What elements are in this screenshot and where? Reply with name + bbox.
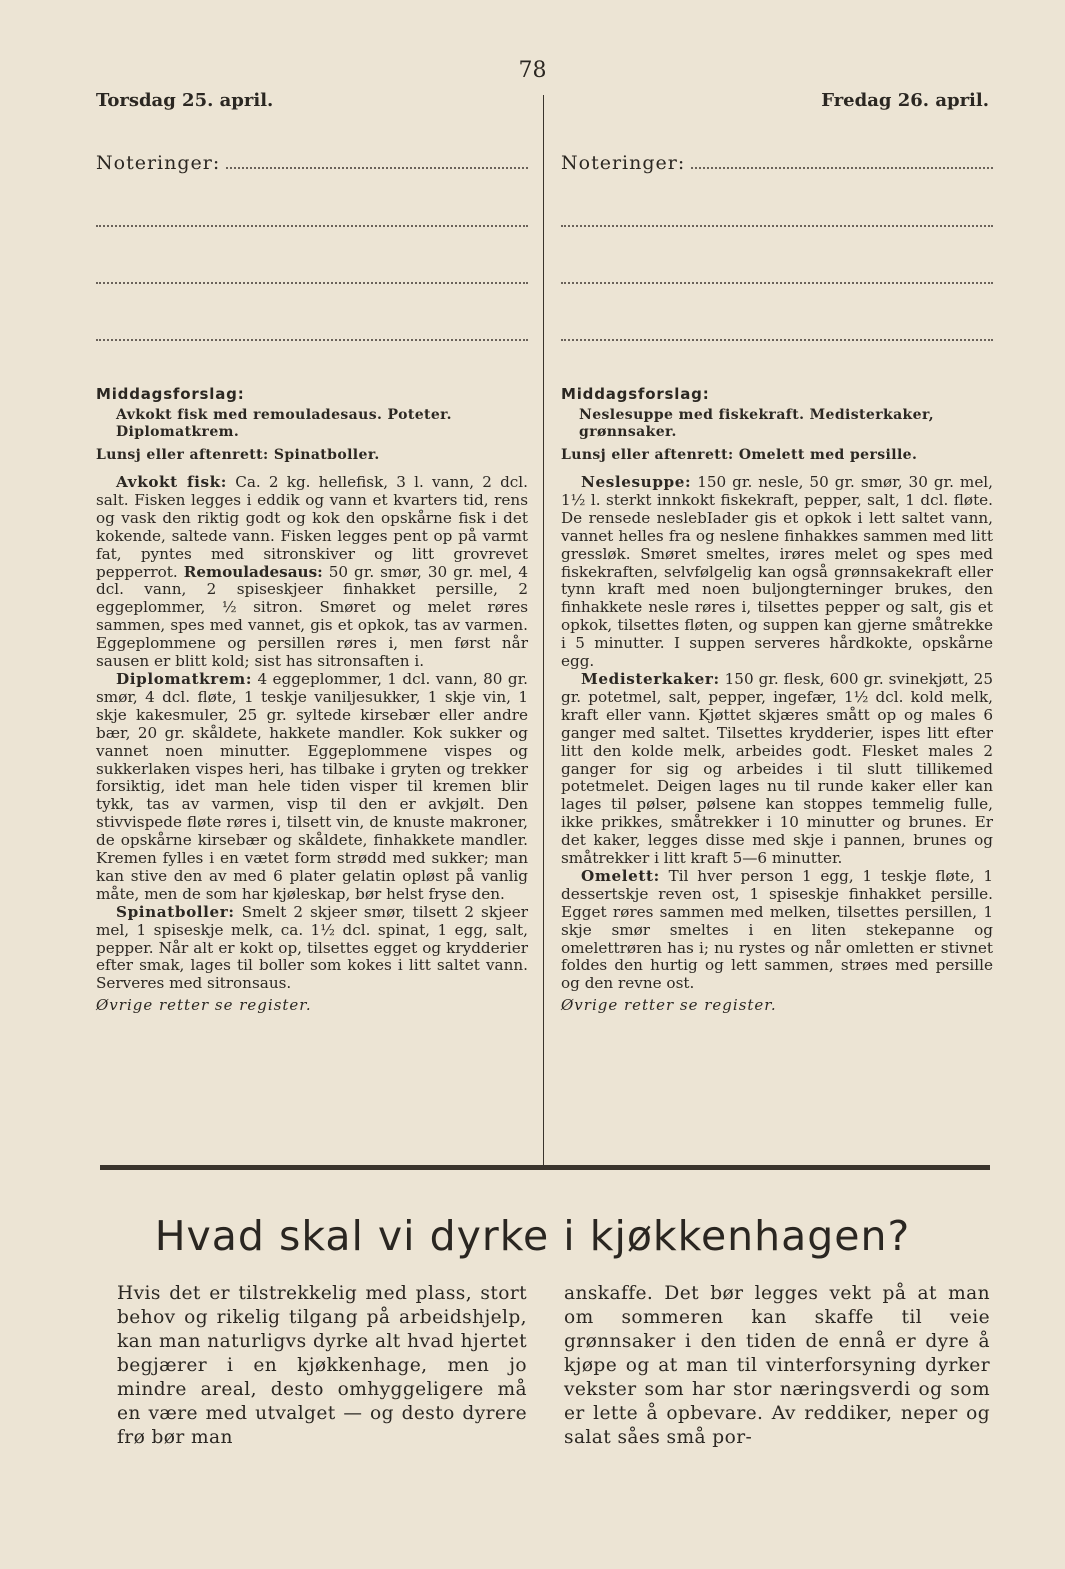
other-dishes-note: Øvrige retter se register. — [96, 996, 312, 1015]
menu-heading: Middagsforslag: — [96, 385, 245, 403]
essay-paragraph: Hvis det er tilstrekkelig med plass, stort behov og rikelig tilgang på arbeidshjelp, kan man naturligvs dyrke alt hvad hjertet begjærer i en kjøkkenhage, men jo mindre areal, desto omhyggeligere må en være med utvalget — og desto dyrere frø bør man — [117, 1283, 527, 1448]
day-heading: Torsdag 25. april. — [96, 90, 274, 111]
notes-field — [561, 152, 993, 174]
recipe-name: Omelett: — [581, 866, 660, 885]
recipe-name: Diplomatkrem: — [116, 669, 253, 688]
notes-field — [96, 152, 528, 174]
recipe-text: Til hver person 1 egg, 1 teskje fløte, 1 dessertskje reven ost, 1 spiseskje finhakket persille. Egget røres sammen med melken, tilsettes persillen, 1 skje smør smeltes i en liten stekepanne og omelettrøren has i; nu rystes og når omletten er stivnet foldes den hurtig og lett sammen, strøes med persille og den revne ost. — [561, 866, 993, 993]
page-number: 78 — [518, 58, 547, 83]
recipe — [96, 904, 528, 994]
dotted-line — [96, 224, 528, 227]
recipe-text: 4 eggeplommer, 1 dcl. vann, 80 gr. smør, 4 dcl. fløte, 1 teskje vaniljesukker, 1 skje vin, 1 skje kakesmuler, 25 gr. syltede kirsebær eller andre bær, 20 gr. skåldete, hakkete mandler. Kok sukker og vannet noen minutter. Eggeplommene vispes og sukkerlaken vispes heri, has tilbake i gryten og trekker forsiktig, idet man hele tiden visper til kremen blir tykk, tas av varmen, visp til den er avkjølt. Den stivvispede fløte røres i, tilsett vin, de knuste makroner, de opskårne kirsebær og skåldete, finhakkete mandler. Kremen fylles i en vætet form strødd med sukker; man kan stive den av med 6 plater gelatin opløst på vanlig måte, men de som har kjøleskap, bør helst fryse den. — [96, 669, 528, 903]
recipe — [561, 474, 993, 671]
recipe-text: 150 gr. flesk, 600 gr. svinekjøtt, 25 gr. potetmel, salt, pepper, ingefær, 1½ dcl. kold melk, kraft eller vann. Kjøttet skjæres smått op og males 6 ganger med saltet. Tilsettes krydderier, ispes litt efter litt den kolde melk, arbeides godt. Flesket males 2 ganger for sig og arbeides i til slutt tillikemed potetmelet. Deigen lages nu til runde kaker eller kan lages til pølser, pølsene kan stoppes temmelig fulle, ikke prikkes, småtrekker i 10 minutter og brunes. Er det kaker, legges disse med skje i pannen, brunes og småtrekker i litt kraft 5—6 minutter. — [561, 669, 993, 868]
recipe-name: Spinatboller: — [116, 902, 235, 921]
recipe-name: Neslesuppe: — [581, 473, 692, 491]
other-dishes-note: Øvrige retter se register. — [561, 996, 777, 1015]
recipe — [96, 474, 528, 671]
recipe — [96, 671, 528, 904]
recipe-name: Medisterkaker: — [581, 669, 720, 688]
menu-main: Neslesuppe med fiskekraft. Medisterkaker, grønnsaker. — [579, 407, 934, 440]
dotted-line — [561, 338, 993, 341]
day-heading: Fredag 26. april. — [821, 90, 989, 111]
essay-paragraph: anskaffe. Det bør legges vekt på at man om sommeren kan skaffe til veie grønnsaker i den tiden de ennå er dyre å kjøpe og at man til vinterforsyning dyrker vekster som har stor næringsverdi og som er lette å opbevare. Av reddiker, neper og salat såes små por- — [564, 1283, 990, 1448]
recipe — [561, 868, 993, 993]
recipe-text: Smelt 2 skjeer smør, tilsett 2 skjeer mel, 1 spiseskje melk, ca. 1½ dcl. spinat, 1 egg, salt, pepper. Når alt er kokt op, tilsettes egget og krydderier efter smak, lages til boller som kokes i litt saltet vann. Serveres med sitronsaus. — [96, 902, 528, 993]
dotted-line — [561, 281, 993, 284]
dotted-line — [691, 166, 993, 169]
recipes — [561, 474, 993, 993]
essay-column-left — [117, 1282, 527, 1450]
dotted-line — [96, 338, 528, 341]
section-rule — [100, 1165, 990, 1170]
recipe — [561, 671, 993, 868]
recipe-text: Ca. 2 kg. hellefisk, 3 l. vann, 2 dcl. salt. Fisken legges i eddik og vann et kvarters tid, rens og vask den riktig godt og kok den opskårne fisk i det kokende, saltede vann. Fisken legges pent op på varmt fat, pyntes med sitronskiver og litt grovrevet pepperrot. — [96, 473, 528, 581]
recipes — [96, 474, 528, 993]
dotted-line — [561, 224, 993, 227]
menu-heading: Middagsforslag: — [561, 385, 710, 403]
menu-lunch: Lunsj eller aftenrett: Spinatboller. — [96, 447, 380, 463]
column-divider — [543, 95, 544, 1165]
menu-lunch: Lunsj eller aftenrett: Omelett med persille. — [561, 447, 918, 463]
menu-main: Avkokt fisk med remouladesaus. Poteter. Diplomatkrem. — [116, 407, 452, 440]
recipe-text: 50 gr. smør, 30 gr. mel, 4 dcl. vann, 2 spiseskjeer finhakket persille, 2 eggeplommer, ½ sitron. Smøret og melet røres sammen, spes med vannet, gis et opkok, tas av varmen. Eggeplommene og persillen røres i, men først når sausen er blitt kold; sist has sitronsaften i. — [96, 562, 528, 671]
dotted-line — [96, 281, 528, 284]
recipe-name: Remouladesaus: — [183, 562, 323, 581]
section-title: Hvad skal vi dyrke i kjøkkenhagen? — [154, 1212, 911, 1260]
dotted-line — [226, 166, 528, 169]
right-column — [561, 90, 993, 1014]
essay-column-right — [564, 1282, 990, 1450]
recipe-text: 150 gr. nesle, 50 gr. smør, 30 gr. mel, 1½ l. sterkt innkokt fiskekraft, pepper, salt, 1 dcl. fløte. De rensede neslebIader gis et opkok i lett saltet vann, vannet helles fra og neslene finhakkes sammen med litt gressløk. Smøret smeltes, irøres melet og spes med fiskekraften, selvfølgelig kan også grønnsakekraft eller tynn kraft med noen buljongterninger brukes, den finhakkete nesle røres i, tilsettes pepper og salt, gis et opkok, tilsettes fløten, og suppen kan gjerne småtrekke i 5 minutter. I suppen serveres hårdkokte, opskårne egg. — [561, 473, 993, 671]
notes-label: Noteringer: — [561, 152, 686, 174]
left-column — [96, 90, 528, 1014]
notes-label: Noteringer: — [96, 152, 221, 174]
recipe-name: Avkokt fisk: — [116, 473, 228, 491]
